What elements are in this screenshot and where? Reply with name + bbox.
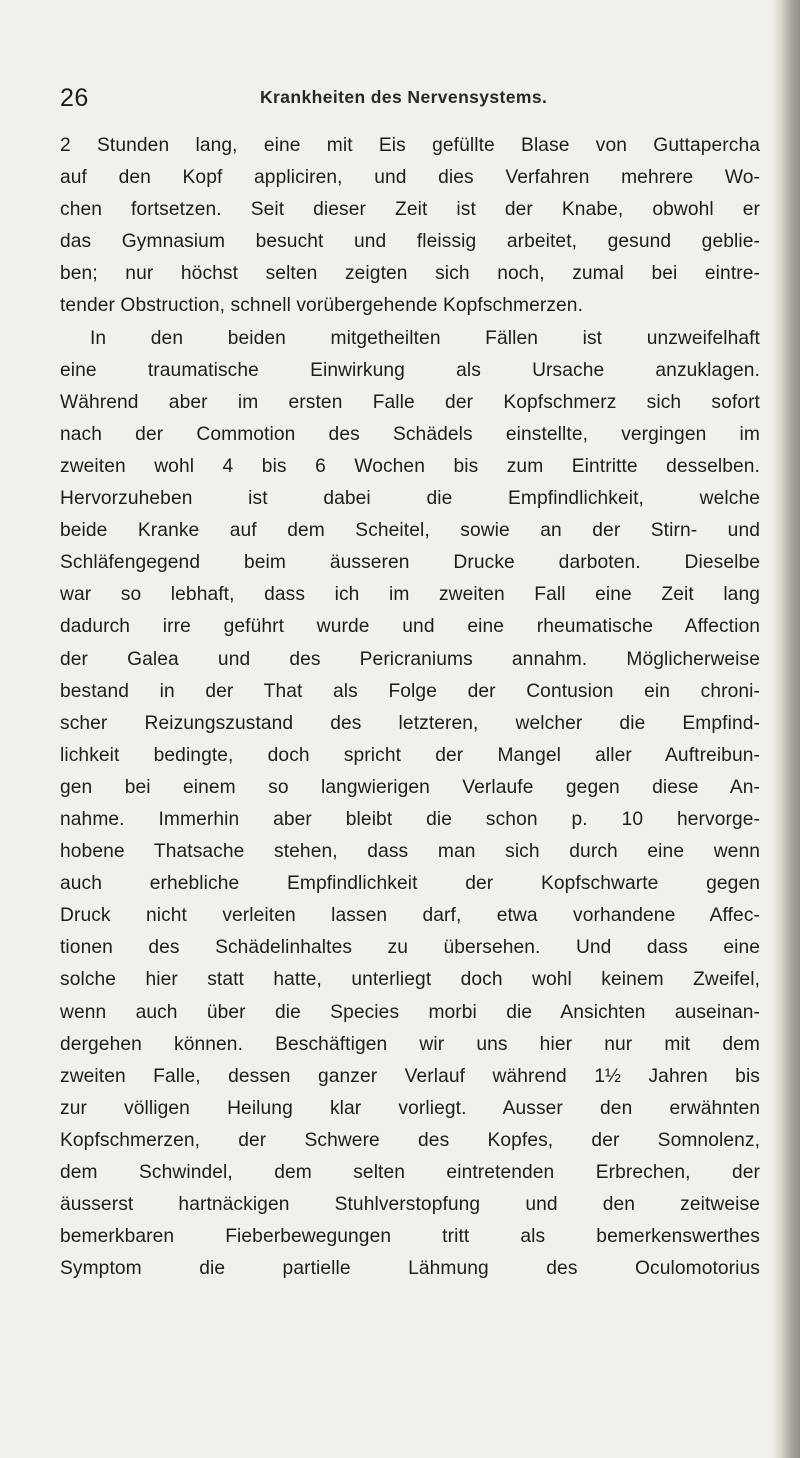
text-line: nahme. Immerhin aber bleibt die schon p. 10 hervorge-	[60, 808, 760, 830]
text-line: chen fortsetzen. Seit dieser Zeit ist der Knabe, obwohl er	[60, 199, 760, 221]
text-line: Während aber im ersten Falle der Kopfschmerz sich sofort	[60, 391, 760, 413]
text-line: dadurch irre geführt wurde und eine rheumatische Affection	[60, 616, 760, 638]
text-line: Hervorzuheben ist dabei die Empfindlichkeit, welche	[60, 488, 760, 510]
page-header	[60, 84, 760, 114]
text-line: zur völligen Heilung klar vorliegt. Ausser den erwähnten	[60, 1097, 760, 1119]
text-line: bestand in der That als Folge der Contusion ein chroni-	[60, 680, 760, 702]
text-line: tionen des Schädelinhaltes zu übersehen. Und dass eine	[60, 937, 760, 959]
text-line: wenn auch über die Species morbi die Ansichten auseinan-	[60, 1001, 760, 1023]
text-line: nach der Commotion des Schädels einstellte, vergingen im	[60, 423, 760, 445]
text-line: hobene Thatsache stehen, dass man sich durch eine wenn	[60, 841, 760, 863]
text-line: zweiten Falle, dessen ganzer Verlauf während 1½ Jahren bis	[60, 1065, 760, 1087]
body-text	[60, 130, 760, 1285]
page-edge-shadow	[772, 0, 800, 1458]
text-line: dem Schwindel, dem selten eintretenden Erbrechen, der	[60, 1162, 760, 1183]
text-line: Symptom die partielle Lähmung des Oculomotorius	[60, 1258, 760, 1280]
text-line: In den beiden mitgetheilten Fällen ist unzweifelhaft	[90, 327, 760, 349]
text-line: 2 Stunden lang, eine mit Eis gefüllte Blase von Guttapercha	[60, 135, 760, 156]
text-line: auch erhebliche Empfindlichkeit der Kopfschwarte gegen	[60, 873, 760, 895]
text-line: Kopfschmerzen, der Schwere des Kopfes, der Somnolenz,	[60, 1129, 760, 1151]
text-line: scher Reizungszustand des letzteren, welcher die Empfind-	[60, 712, 760, 734]
text-line: lichkeit bedingte, doch spricht der Mangel aller Auftreibun-	[60, 744, 760, 766]
page-number: 26	[60, 84, 89, 112]
text-line: dergehen können. Beschäftigen wir uns hier nur mit dem	[60, 1033, 760, 1055]
text-line: zweiten wohl 4 bis 6 Wochen bis zum Eintritte desselben.	[60, 455, 760, 477]
text-line: äusserst hartnäckigen Stuhlverstopfung und den zeitweise	[60, 1194, 760, 1216]
text-line: der Galea und des Pericraniums annahm. Möglicherweise	[60, 648, 760, 670]
text-line: Schläfengegend beim äusseren Drucke darboten. Dieselbe	[60, 552, 760, 574]
text-line: ben; nur höchst selten zeigten sich noch, zumal bei eintre-	[60, 263, 760, 285]
text-line: war so lebhaft, dass ich im zweiten Fall eine Zeit lang	[60, 584, 760, 606]
text-line: tender Obstruction, schnell vorübergehende Kopfschmerzen.	[60, 295, 583, 317]
text-line: auf den Kopf appliciren, und dies Verfahren mehrere Wo-	[60, 167, 760, 189]
text-line: beide Kranke auf dem Scheitel, sowie an der Stirn- und	[60, 520, 760, 542]
text-line: gen bei einem so langwierigen Verlaufe gegen diese An-	[60, 776, 760, 798]
running-title: Krankheiten des Nervensystems.	[260, 87, 548, 107]
text-line: bemerkbaren Fieberbewegungen tritt als bemerkenswerthes	[60, 1226, 760, 1248]
text-line: eine traumatische Einwirkung als Ursache anzuklagen.	[60, 359, 760, 381]
text-line: das Gymnasium besucht und fleissig arbeitet, gesund geblie-	[60, 231, 760, 253]
text-line: Druck nicht verleiten lassen darf, etwa vorhandene Affec-	[60, 905, 760, 927]
text-line: solche hier statt hatte, unterliegt doch wohl keinem Zweifel,	[60, 969, 760, 991]
